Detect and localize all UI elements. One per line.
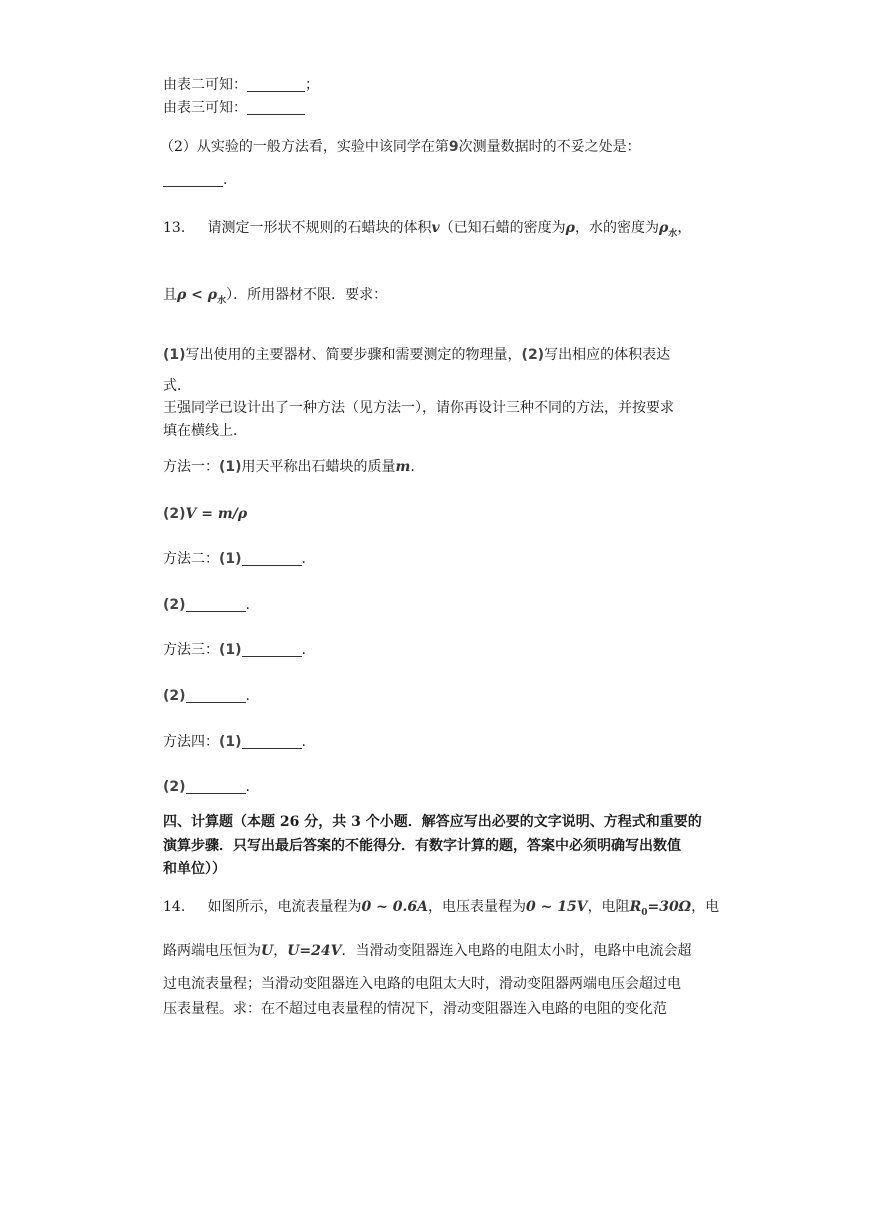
question-number: 13.: [163, 220, 186, 236]
q12-part2: [160, 137, 641, 157]
method2-line2: [163, 595, 250, 615]
q13-text-c: ，水的密度为: [574, 220, 659, 236]
method4-line2: [163, 777, 250, 797]
semicolon: ；: [305, 77, 319, 93]
symbol-m: m: [395, 459, 411, 475]
subscript-water: 水: [668, 229, 678, 239]
period: .: [223, 172, 228, 188]
step-marker: (1): [219, 551, 242, 567]
method3-line2: [163, 686, 250, 706]
step-marker: (2): [163, 506, 186, 522]
step-marker: (2): [163, 779, 186, 795]
q14-text-c: ，电阻: [587, 899, 630, 915]
section4-text-1: 四、计算题（本题 26 分，共 3 个小题．解答应写出必要的文字说明、方程式和重要的: [163, 814, 702, 830]
method1-label: 方法一：: [163, 459, 219, 475]
comma: ，: [677, 220, 692, 236]
period: .: [301, 642, 306, 658]
method4-label: 方法四：: [163, 734, 219, 750]
answer-blank[interactable]: [163, 172, 223, 187]
q14-stem-line2: [163, 941, 692, 961]
section4-heading-1: [163, 812, 702, 832]
q13-line2-b: ）．所用器材不限．要求：: [226, 287, 388, 303]
answer-blank[interactable]: [242, 551, 302, 566]
method3-line1: [163, 640, 306, 660]
q14-text-4: 压表量程。求：在不超过电表量程的情况下，滑动变阻器连入电路的电阻的变化范: [163, 1001, 667, 1017]
volume-formula: V = m/ρ: [185, 506, 248, 522]
q14-text-a: 如图所示，电流表量程为: [207, 899, 362, 915]
symbol-rho: ρ: [565, 220, 575, 236]
ammeter-range: 0 ~ 0.6A: [361, 899, 428, 915]
step-marker: (1): [219, 642, 242, 658]
section4-text-2: 演算步骤．只写出最后答案的不能得分．有数字计算的题，答案中必须明确写出数值: [163, 838, 681, 854]
answer-blank[interactable]: [242, 734, 302, 749]
period: .: [301, 734, 306, 750]
q14-line2-b: ．当滑动变阻器连入电路的电阻太小时，电路中电流会超: [341, 943, 692, 959]
q13-stem-line2: [163, 285, 387, 311]
answer-blank[interactable]: [247, 100, 305, 115]
q13-line2-a: 且: [163, 287, 177, 303]
symbol-v: v: [431, 220, 440, 236]
q14-line2-a: 路两端电压恒为: [163, 943, 261, 959]
period: .: [245, 688, 250, 704]
q14-text-3: 过电流表量程；当滑动变阻器连入电路的电阻太大时，滑动变阻器两端电压会超过电: [163, 976, 681, 992]
resistance-value: =30Ω: [647, 899, 692, 915]
table2-label: 由表二可知：: [163, 77, 247, 93]
inequality: ρ < ρ: [177, 287, 218, 303]
q13-requirements-cont: [163, 376, 191, 396]
q14-stem-line4: [163, 999, 667, 1019]
step-marker: (1): [219, 459, 242, 475]
method2-line1: [163, 549, 306, 569]
symbol-rho-water: ρ: [658, 220, 669, 236]
wang-instruction-1: [163, 398, 674, 418]
answer-blank[interactable]: [186, 597, 246, 612]
period: .: [410, 459, 415, 475]
method3-label: 方法三：: [163, 642, 219, 658]
method1-line2: [163, 504, 247, 524]
answer-blank[interactable]: [247, 77, 305, 92]
table3-conclusion: [163, 98, 305, 118]
wang-text-2: 填在横线上．: [163, 423, 247, 439]
wang-text-1: 王强同学已设计出了一种方法（见方法一），请你再设计三种不同的方法，并按要求: [163, 400, 674, 416]
period: .: [301, 551, 306, 567]
section4-text-3: 和单位））: [163, 861, 226, 877]
req-marker-1: (1): [163, 347, 186, 363]
req-marker-2: (2): [521, 347, 545, 363]
subscript-water: 水: [217, 296, 227, 306]
symbol-u: U: [261, 943, 274, 959]
section4-heading-2: [163, 836, 681, 856]
voltage-value: U=24V: [287, 943, 342, 959]
answer-blank[interactable]: [242, 642, 302, 657]
period: .: [245, 597, 250, 613]
method4-line1: [163, 732, 306, 752]
part2-text-b: 次测量数据时的不妥之处是：: [458, 139, 641, 155]
method1-line1: [163, 457, 415, 477]
q14-text-d: ，电: [691, 899, 720, 915]
method1-text: 用天平称出石蜡块的质量: [241, 459, 396, 475]
period: .: [245, 779, 250, 795]
req-text-3: 式．: [163, 378, 191, 394]
req-text-2: 写出相应的体积表达: [544, 347, 671, 363]
answer-blank[interactable]: [186, 688, 246, 703]
comma: ，: [273, 943, 288, 959]
q12-part2-answer: [163, 170, 227, 190]
q13-requirements: [163, 345, 670, 365]
answer-blank[interactable]: [186, 779, 246, 794]
q14-stem-line3: [163, 974, 681, 994]
table2-conclusion: [163, 75, 319, 95]
symbol-r0: R: [629, 899, 642, 915]
section4-heading-3: [163, 859, 226, 879]
method2-label: 方法二：: [163, 551, 219, 567]
q14-text-b: ，电压表量程为: [427, 899, 526, 915]
q14-stem-line1: [163, 897, 719, 923]
step-marker: (2): [163, 688, 186, 704]
wang-instruction-2: [163, 421, 247, 441]
q13-text-b: （已知石蜡的密度为: [439, 220, 566, 236]
table3-label: 由表三可知：: [163, 100, 247, 116]
req-text-1: 写出使用的主要器材、简要步骤和需要测定的物理量，: [185, 347, 522, 363]
step-marker: (1): [219, 734, 242, 750]
voltmeter-range: 0 ~ 15V: [525, 899, 588, 915]
q13-text-a: 请测定一形状不规则的石蜡块的体积: [207, 220, 432, 236]
question-number: 14.: [163, 899, 186, 915]
q13-stem-line1: [163, 218, 691, 244]
part2-text-a: （2）从实验的一般方法看，实验中该同学在第: [160, 139, 449, 155]
measurement-number: 9: [448, 139, 459, 155]
subscript-0: 0: [641, 908, 648, 918]
step-marker: (2): [163, 597, 186, 613]
